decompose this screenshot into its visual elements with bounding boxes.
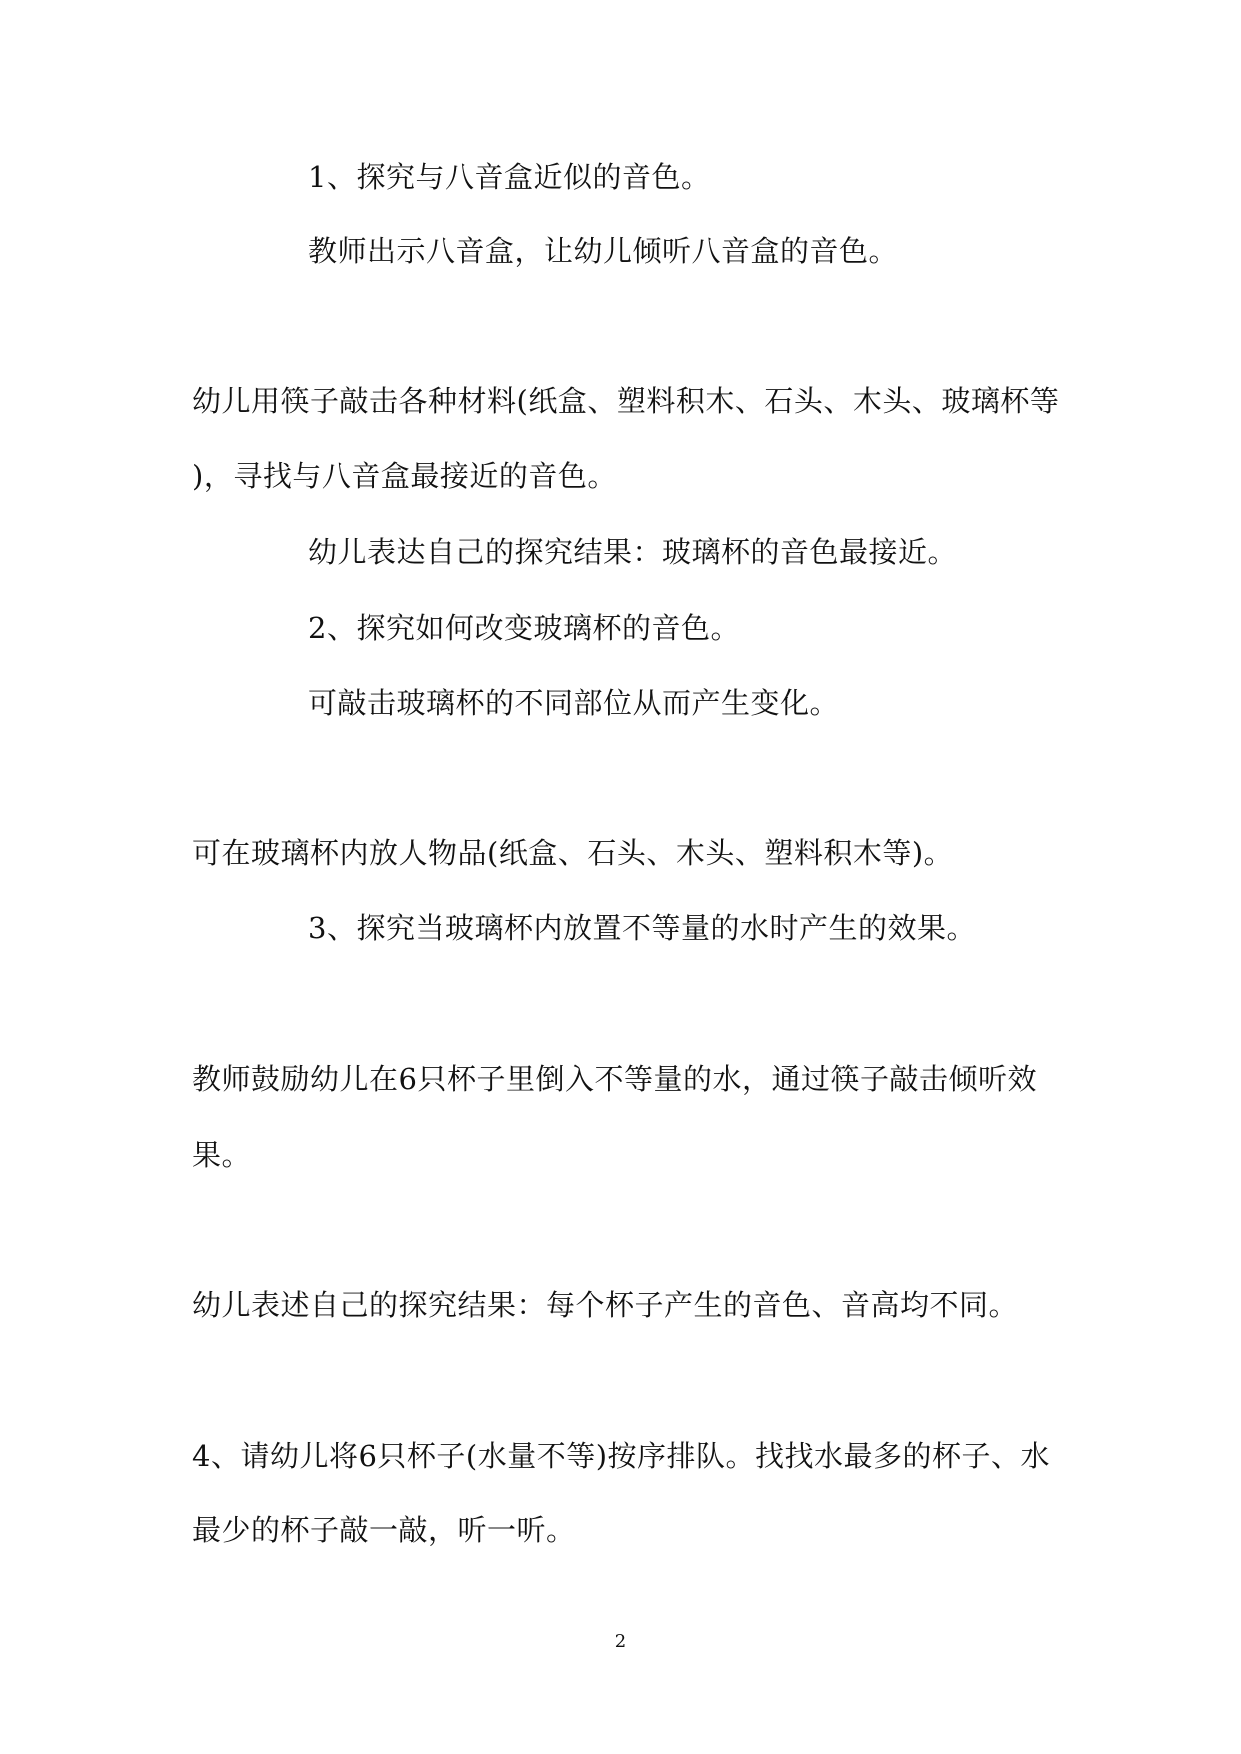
step-2-heading: 2、探究如何改变玻璃杯的音色。 [308, 611, 740, 645]
step-1-heading: 1、探究与八音盒近似的音色。 [308, 160, 711, 194]
paragraph-line: 可在玻璃杯内放人物品(纸盒、石头、木头、塑料积木等)。 [192, 836, 954, 870]
paragraph-line: )，寻找与八音盒最接近的音色。 [192, 459, 617, 493]
paragraph-line: 教师出示八音盒，让幼儿倾听八音盒的音色。 [308, 234, 899, 268]
paragraph-line: 幼儿表达自己的探究结果：玻璃杯的音色最接近。 [308, 535, 958, 569]
paragraph-line: 可敲击玻璃杯的不同部位从而产生变化。 [308, 686, 840, 720]
paragraph-line: 最少的杯子敲一敲，听一听。 [192, 1513, 576, 1547]
step-4-heading: 4、请幼儿将6只杯子(水量不等)按序排队。找找水最多的杯子、水 [192, 1439, 1051, 1473]
page-number: 2 [614, 1631, 627, 1652]
paragraph-line: 教师鼓励幼儿在6只杯子里倒入不等量的水，通过筷子敲击倾听效 [192, 1062, 1037, 1096]
paragraph-line: 果。 [192, 1138, 252, 1172]
step-3-heading: 3、探究当玻璃杯内放置不等量的水时产生的效果。 [308, 911, 976, 945]
paragraph-line: 幼儿用筷子敲击各种材料(纸盒、塑料积木、石头、木头、玻璃杯等 [192, 384, 1060, 418]
paragraph-line: 幼儿表述自己的探究结果：每个杯子产生的音色、音高均不同。 [192, 1288, 1019, 1322]
